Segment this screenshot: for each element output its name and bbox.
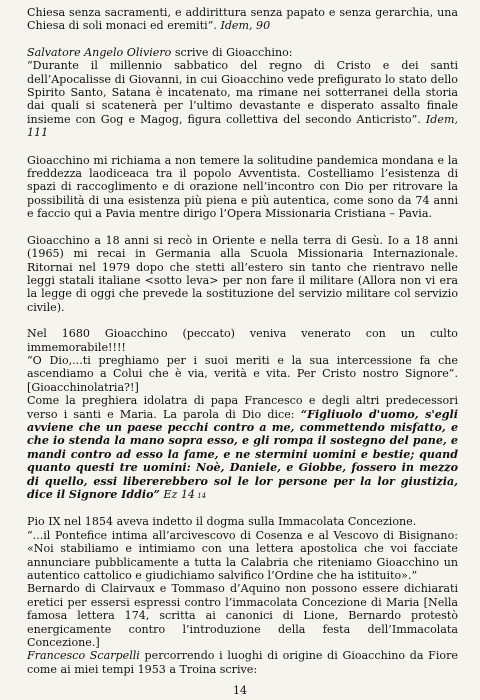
paragraph-2-quote: “Durante il millennio sabbatico del regno di Cristo e dei santi dell’Apocalisse di Giovanni, in cui Gioacchino vede prefigurato lo stato dello Spirito Santo, Satana è incatenato, ma rimane nei sotterranei della storia dai quali si scatenerà per l’ultimo devastante e disperato assalto finale insieme con Gog e Magog, figura collettiva del secondo Anticristo”. <box>27 59 458 126</box>
paragraph-6 <box>27 515 458 676</box>
page-number: 14 <box>233 684 247 697</box>
paragraph-4 <box>27 234 458 314</box>
paragraph-6-line-4: percorrendo i luoghi di origine di Gioacchino da Fiore come ai miei tempi 1953 a Troina scrive: <box>27 649 458 676</box>
paragraph-5-line-1: Nel 1680 Gioacchino (peccato) veniva venerato con un culto immemorabile!!!! <box>27 327 458 354</box>
paragraph-2 <box>27 46 458 140</box>
paragraph-4-text: Gioacchino a 18 anni si recò in Oriente e nella terra di Gesù. Io a 18 anni (1965) mi recai in Germania alla Scuola Missionaria Internazionale. Ritornai nel 1979 dopo che stetti all’estero sin tanto che rientravo nelle leggi statali italiane <sotto leva> per non fare il militare (Allora non vi era la legge di oggi che prevede la sostituzione del servizio militare col servizio civile). <box>27 233 458 314</box>
paragraph-6-line-1: Pio IX nel 1854 aveva indetto il dogma sulla Immacolata Concezione. <box>27 515 417 529</box>
paragraph-2-author: Salvatore Angelo Oliviero <box>27 45 172 59</box>
paragraph-3-text: Gioacchino mi richiama a non temere la solitudine pandemica mondana e la freddezza laodiceaca tra il popolo Avventista. Costelliamo l’esistenza di spazi di raccoglimento e di orazione nell’incontro con Dio per ritrovare la possibilità di una esistenza più piena e più autentica, come sono da 74 anni e faccio qui a Pavia mentre dirigo l’Opera Missionaria Cristiana – Pavia. <box>27 153 458 221</box>
paragraph-5-prayer: “O Dio,...ti preghiamo per i suoi meriti e la sua intercessione fa che ascendiamo a Colui che è via, verità e vita. Per Cristo nostro Signore”. [Gioacchinolatria?!] <box>27 353 458 394</box>
paragraph-2-reference: Idem, 111 <box>27 112 458 140</box>
paragraph-5 <box>27 327 458 503</box>
paragraph-1-text: Chiesa senza sacramenti, e addirittura senza papato e senza gerarchia, una Chiesa di soli monaci ed eremiti”. <box>27 6 458 33</box>
paragraph-2-intro: scrive di Gioacchino: <box>171 45 293 59</box>
paragraph-6-quote: “...il Pontefice intima all’arcivescovo di Cosenza e al Vescovo di Bisignano: «Noi stabiliamo e intimiamo con una lettera apostolica che voi facciate annunciare pubblicamente a tutta la Calabria che riteniamo Gioacchino un autentico cattolico e giudichiamo salvifico l’Ordine che ha istituito».” <box>27 528 458 583</box>
bible-reference-verse: 14 <box>194 492 207 500</box>
bible-quote: “Figliuolo d'uomo, s'egli avviene che un paese pecchi contro a me, commettendo misfatto, e che io stenda la mano sopra esso, e gli rompa il sostegno del pane, e mandi contro ad esso la fame, e ne stermini uomini e bestie; quand quanto questi tre uomini: Noè, Daniele, e Giobbe, fossero in mezzo di quello, essi libererebbero sol le lor persone per la lor giustizia, dice il Signore Iddio” <box>27 407 458 501</box>
paragraph-1 <box>27 6 458 33</box>
paragraph-6-author: Francesco Scarpelli <box>27 649 140 663</box>
paragraph-6-line-3: Bernardo di Clairvaux e Tommaso d’Aquino non possono essere dichiarati eretici per essersi espressi contro l’immacolata Concezione di Maria [Nella famosa lettera 174, scritta ai canonici di Lione, Bernardo protestò energicamente contro l’introduzione della festa dell’Immacolata Concezione.] <box>27 582 458 650</box>
bible-reference: Ez 14 <box>159 488 195 501</box>
paragraph-1-reference: Idem, 90 <box>220 19 271 33</box>
paragraph-5-line-3: Come la preghiera idolatra di papa Francesco e degli altri predecessori verso i santi e Maria. La parola di Dio dice: <box>27 394 458 421</box>
paragraph-3 <box>27 154 458 221</box>
